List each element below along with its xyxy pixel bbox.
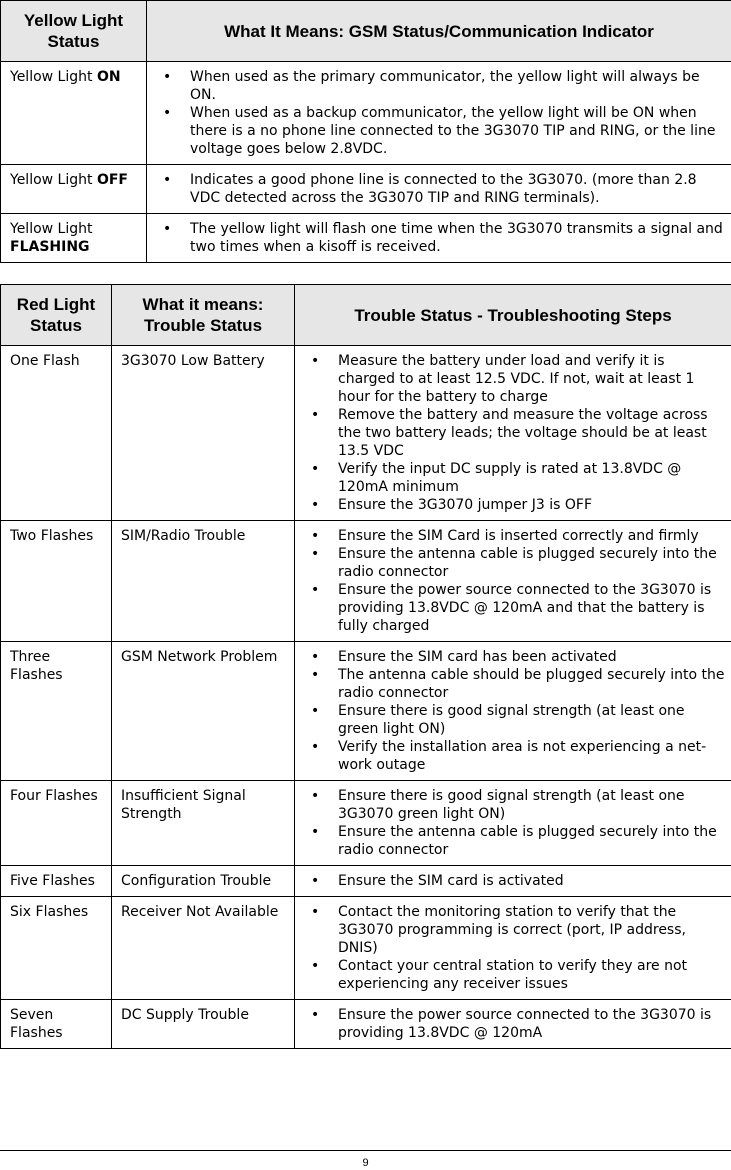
red-light-table — [0, 284, 731, 1049]
bullet-item: • Ensure the antenna cable is plugged securely into the radio connector — [302, 823, 725, 859]
troubleshooting-cell — [295, 521, 731, 642]
bullet-item: • Ensure the SIM Card is inserted correctly and firmly — [302, 527, 725, 545]
bullet-list — [154, 68, 725, 158]
trouble-status-cell: GSM Network Problem — [112, 642, 295, 781]
red-status-cell: Two Flashes — [1, 521, 112, 642]
table-row — [1, 642, 731, 781]
bullet-list — [302, 527, 725, 635]
trouble-status-cell: 3G3070 Low Battery — [112, 346, 295, 521]
status-keyword: ON — [96, 69, 121, 85]
yellow-status-cell — [1, 214, 147, 263]
bullet-item: • Verify the installation area is not experiencing a net-work outage — [302, 738, 725, 774]
bullet-list — [302, 903, 725, 993]
footer-divider — [0, 1150, 731, 1151]
yellow-status-cell — [1, 62, 147, 165]
bullet-item: • Contact the monitoring station to verify that the 3G3070 programming is correct (port, IP address, DNIS) — [302, 903, 725, 957]
meaning-cell — [147, 62, 731, 165]
table-row — [1, 781, 731, 866]
troubleshooting-cell — [295, 781, 731, 866]
bullet-item: • Ensure there is good signal strength (at least one 3G3070 green light ON) — [302, 787, 725, 823]
header-gsm-status-meaning: What It Means: GSM Status/Communication Indicator — [147, 1, 731, 62]
bullet-item: • When used as a backup communicator, the yellow light will be ON when there is a no phone line connected to the 3G3070 TIP and RING, or the line voltage goes below 2.8VDC. — [154, 104, 725, 158]
header-yellow-light-status: Yellow Light Status — [1, 1, 147, 62]
header-troubleshooting-steps: Trouble Status - Troubleshooting Steps — [295, 285, 731, 346]
bullet-list — [154, 171, 725, 207]
bullet-list — [302, 1006, 725, 1042]
bullet-item: • The antenna cable should be plugged securely into the radio connector — [302, 666, 725, 702]
bullet-item: • Ensure the SIM card is activated — [302, 872, 725, 890]
bullet-item: • Ensure there is good signal strength (at least one green light ON) — [302, 702, 725, 738]
table-row — [1, 165, 731, 214]
bullet-item: • Ensure the power source connected to the 3G3070 is providing 13.8VDC @ 120mA — [302, 1006, 725, 1042]
red-status-cell: Five Flashes — [1, 866, 112, 897]
bullet-item: • Indicates a good phone line is connected to the 3G3070. (more than 2.8 VDC detected across the 3G3070 TIP and RING terminals). — [154, 171, 725, 207]
bullet-list — [302, 787, 725, 859]
status-text: Yellow Light — [10, 172, 97, 188]
troubleshooting-cell — [295, 866, 731, 897]
trouble-status-cell: Receiver Not Available — [112, 897, 295, 1000]
bullet-item: • Ensure the 3G3070 jumper J3 is OFF — [302, 496, 725, 514]
bullet-list — [302, 872, 725, 890]
table-row — [1, 866, 731, 897]
bullet-item: • Verify the input DC supply is rated at 13.8VDC @ 120mA minimum — [302, 460, 725, 496]
table-row — [1, 1000, 731, 1049]
header-trouble-status: What it means: Trouble Status — [112, 285, 295, 346]
red-status-cell: Three Flashes — [1, 642, 112, 781]
page-number: 9 — [362, 1157, 369, 1169]
status-text: Yellow Light — [10, 69, 97, 85]
bullet-item: • Ensure the antenna cable is plugged securely into the radio connector — [302, 545, 725, 581]
yellow-status-cell — [1, 165, 147, 214]
bullet-list — [302, 648, 725, 774]
table-row — [1, 521, 731, 642]
bullet-item: • Measure the battery under load and verify it is charged to at least 12.5 VDC. If not, wait at least 1 hour for the battery to charge — [302, 352, 725, 406]
bullet-item: • Ensure the SIM card has been activated — [302, 648, 725, 666]
troubleshooting-cell — [295, 1000, 731, 1049]
troubleshooting-cell — [295, 897, 731, 1000]
status-keyword: OFF — [96, 172, 128, 188]
bullet-item: • Remove the battery and measure the voltage across the two battery leads; the voltage should be at least 13.5 VDC — [302, 406, 725, 460]
troubleshooting-cell — [295, 642, 731, 781]
status-keyword: FLASHING — [10, 239, 90, 255]
meaning-cell — [147, 214, 731, 263]
bullet-item: • When used as the primary communicator, the yellow light will always be ON. — [154, 68, 725, 104]
troubleshooting-cell — [295, 346, 731, 521]
meaning-cell — [147, 165, 731, 214]
trouble-status-cell: Configuration Trouble — [112, 866, 295, 897]
trouble-status-cell: Insufficient Signal Strength — [112, 781, 295, 866]
yellow-light-table — [0, 0, 731, 263]
table-row — [1, 346, 731, 521]
bullet-list — [154, 220, 725, 256]
bullet-list — [302, 352, 725, 514]
table-row — [1, 897, 731, 1000]
red-status-cell: One Flash — [1, 346, 112, 521]
bullet-item: • Ensure the power source connected to the 3G3070 is providing 13.8VDC @ 120mA and that the battery is fully charged — [302, 581, 725, 635]
red-status-cell: Four Flashes — [1, 781, 112, 866]
header-red-light-status: Red Light Status — [1, 285, 112, 346]
bullet-item: • The yellow light will flash one time when the 3G3070 transmits a signal and two times when a kisoff is received. — [154, 220, 725, 256]
table-row — [1, 62, 731, 165]
bullet-item: • Contact your central station to verify they are not experiencing any receiver issues — [302, 957, 725, 993]
trouble-status-cell: DC Supply Trouble — [112, 1000, 295, 1049]
red-status-cell: Six Flashes — [1, 897, 112, 1000]
status-text: Yellow Light — [10, 221, 93, 237]
table-row — [1, 214, 731, 263]
red-status-cell: Seven Flashes — [1, 1000, 112, 1049]
trouble-status-cell: SIM/Radio Trouble — [112, 521, 295, 642]
